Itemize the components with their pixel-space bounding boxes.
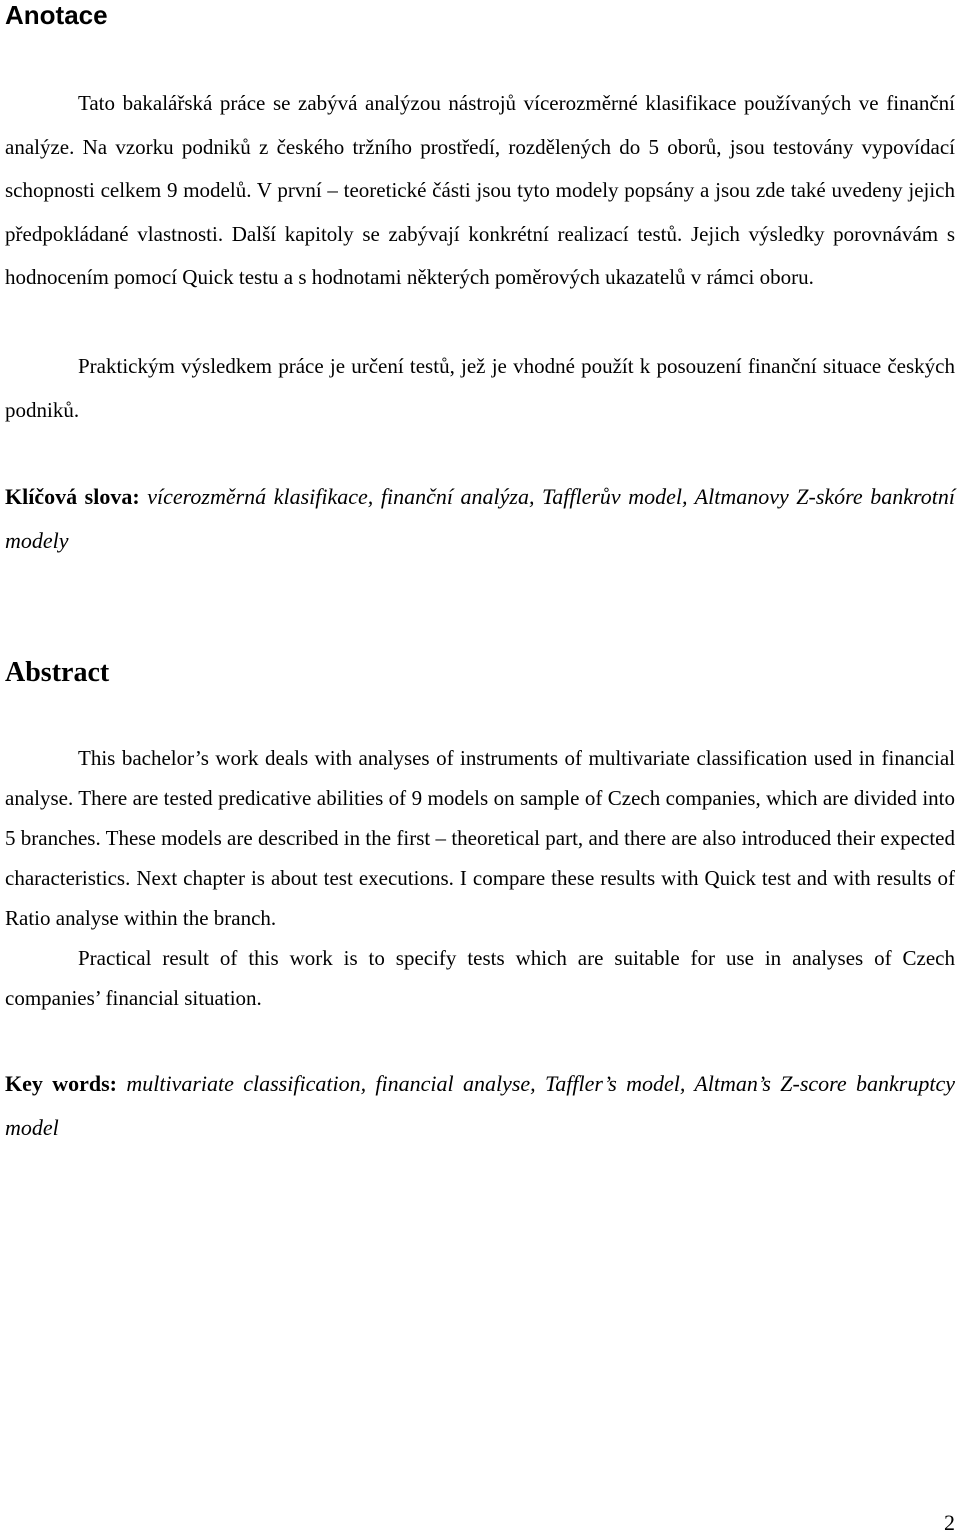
anotace-heading: Anotace — [5, 0, 108, 30]
abstract-paragraph-2: Practical result of this work is to specify tests which are suitable for use in analyses of Czech companies’ financial situation. — [5, 946, 955, 1010]
document-page — [5, 0, 955, 1537]
abstract-keywords-label: Key words: — [5, 1071, 117, 1096]
anotace-keywords-list: vícerozměrná klasifikace, finanční analýza, Tafflerův model, Altmanovy Z-skóre bankrotní modely — [5, 484, 955, 553]
abstract-paragraph-1: This bachelor’s work deals with analyses of instruments of multivariate classification used in financial analyse. There are tested predicative abilities of 9 models on sample of Czech companies, which are divided into 5 branches. These models are described in the first – theoretical part, and there are also introduced their expected characteristics. Next chapter is about test executions. I compare these results with Quick test and with results of Ratio analyse within the branch. — [5, 746, 955, 930]
abstract-keywords — [5, 1062, 955, 1150]
page-number: 2 — [944, 1510, 955, 1535]
abstract-heading: Abstract — [5, 657, 110, 688]
abstract-keywords-list: multivariate classification, financial analyse, Taffler’s model, Altman’s Z-score bankruptcy model — [5, 1071, 955, 1140]
anotace-keywords — [5, 475, 955, 563]
anotace-paragraph-2: Praktickým výsledkem práce je určení testů, jež je vhodné použít k posouzení finanční situace českých podniků. — [5, 354, 955, 422]
anotace-paragraph-1: Tato bakalářská práce se zabývá analýzou nástrojů vícerozměrné klasifikace používaných ve finanční analýze. Na vzorku podniků z českého tržního prostředí, rozdělených do 5 oborů, jsou testovány vypovídací schopnosti celkem 9 modelů. V první – teoretické části jsou tyto modely popsány a jsou zde také uvedeny jejich předpokládané vlastnosti. Další kapitoly se zabývají konkrétní realizací testů. Jejich výsledky porovnávám s hodnocením pomocí Quick testu a s hodnotami některých poměrových ukazatelů v rámci oboru. — [5, 91, 955, 290]
anotace-keywords-label: Klíčová slova: — [5, 484, 140, 509]
